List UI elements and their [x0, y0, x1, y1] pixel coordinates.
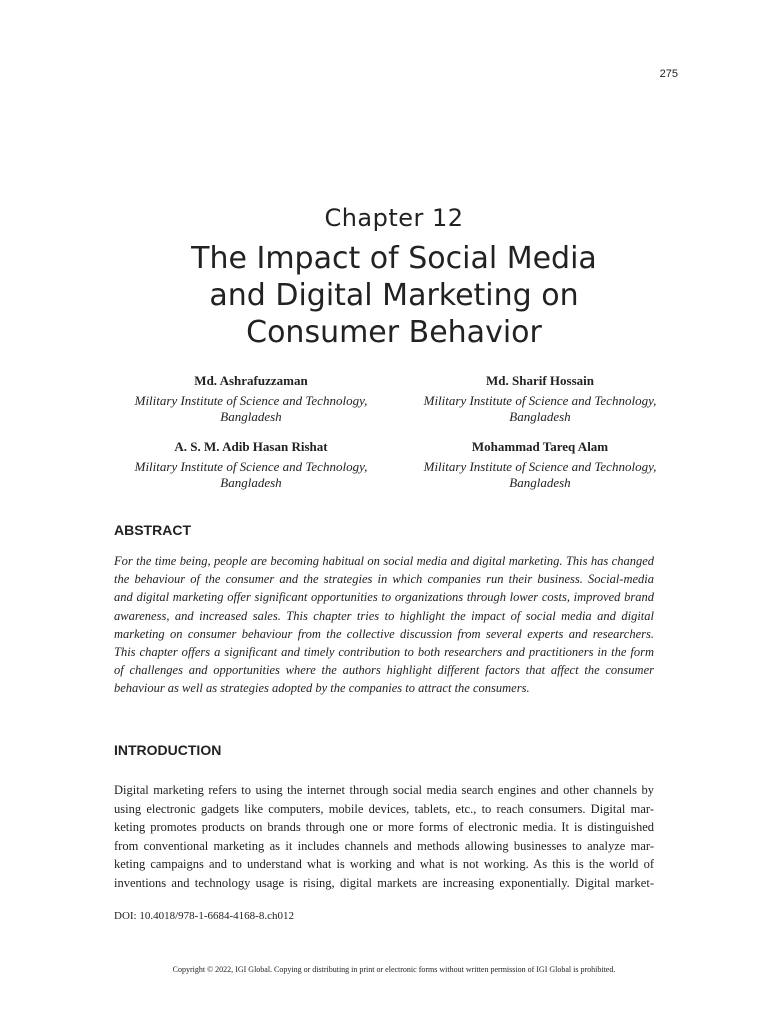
author-name: Md. Sharif Hossain — [486, 373, 594, 388]
chapter-title — [140, 240, 648, 351]
introduction-line: using electronic gadgets like computers, mobile devices, tablets, etc., to reach consumers. Digital mar- — [114, 801, 654, 816]
affiliation-line: Bangladesh — [220, 475, 282, 490]
title-line: and Digital Marketing on — [209, 278, 579, 313]
chapter-label: Chapter 12 — [324, 204, 464, 232]
affiliation-line: Bangladesh — [220, 409, 282, 424]
affiliation-line: Military Institute of Science and Technology, — [423, 393, 657, 408]
affiliation-line: Bangladesh — [509, 409, 571, 424]
author-block — [405, 373, 675, 425]
affiliation-line: Military Institute of Science and Technology, — [423, 459, 657, 474]
abstract-line: behaviour as well as strategies adopted by the companies to attract the consumers. — [114, 681, 530, 696]
introduction-heading: INTRODUCTION — [114, 742, 222, 758]
copyright-notice: Copyright © 2022, IGI Global. Copying or distributing in print or electronic forms without written permission of IGI Global is prohibited. — [172, 965, 616, 974]
page-number: 275 — [659, 68, 678, 80]
doi: DOI: 10.4018/978-1-6684-4168-8.ch012 — [114, 910, 294, 922]
affiliation-line: Military Institute of Science and Technology, — [134, 393, 368, 408]
abstract-line: marketing on consumer behaviour from the collective discussion from several experts and researchers. — [114, 626, 654, 641]
author-block — [116, 373, 386, 425]
author-name: A. S. M. Adib Hasan Rishat — [174, 439, 328, 454]
introduction-line: from conventional marketing as it includes channels and methods allowing businesses to analyze mar- — [114, 838, 654, 853]
abstract-line: of challenges and opportunities where the authors highlight different factors that affect the consumer — [114, 663, 654, 678]
affiliation-line: Military Institute of Science and Technology, — [134, 459, 368, 474]
title-line: Consumer Behavior — [246, 315, 542, 350]
author-block — [405, 439, 675, 491]
abstract-heading: ABSTRACT — [114, 522, 191, 538]
abstract-line: and digital marketing offer significant opportunities to organizations through lower costs, improved brand — [114, 590, 654, 605]
introduction-line: keting promotes products on brands through one or more forms of electronic media. It is distinguished — [114, 820, 654, 834]
author-affiliation — [116, 459, 386, 491]
author-affiliation — [405, 459, 675, 491]
abstract-line: For the time being, people are becoming habitual on social media and digital marketing. This has changed — [114, 554, 654, 568]
author-affiliation — [116, 393, 386, 425]
affiliation-line: Bangladesh — [509, 475, 571, 490]
author-name: Mohammad Tareq Alam — [471, 439, 609, 454]
title-line: The Impact of Social Media — [191, 241, 597, 276]
abstract-line: awareness, and increased sales. This chapter tries to highlight the impact of social media and digital — [114, 608, 654, 623]
abstract-line: This chapter offers a significant and timely contribution to both researchers and practitioners in the form — [114, 645, 654, 660]
abstract-line: the behaviour of the consumer and the strategies in which companies run their business. Social-media — [114, 572, 654, 587]
author-affiliation — [405, 393, 675, 425]
introduction-body — [114, 781, 654, 892]
abstract-body — [114, 552, 654, 698]
introduction-line: inventions and technology usage is rising, digital markets are increasing exponentially. Digital market- — [114, 875, 654, 890]
author-name: Md. Ashrafuzzaman — [194, 373, 308, 388]
introduction-line: Digital marketing refers to using the internet through social media search engines and other channels by — [114, 783, 654, 797]
author-block — [116, 439, 386, 491]
introduction-line: keting campaigns and to understand what is working and what is not working. As this is the world of — [114, 857, 654, 871]
